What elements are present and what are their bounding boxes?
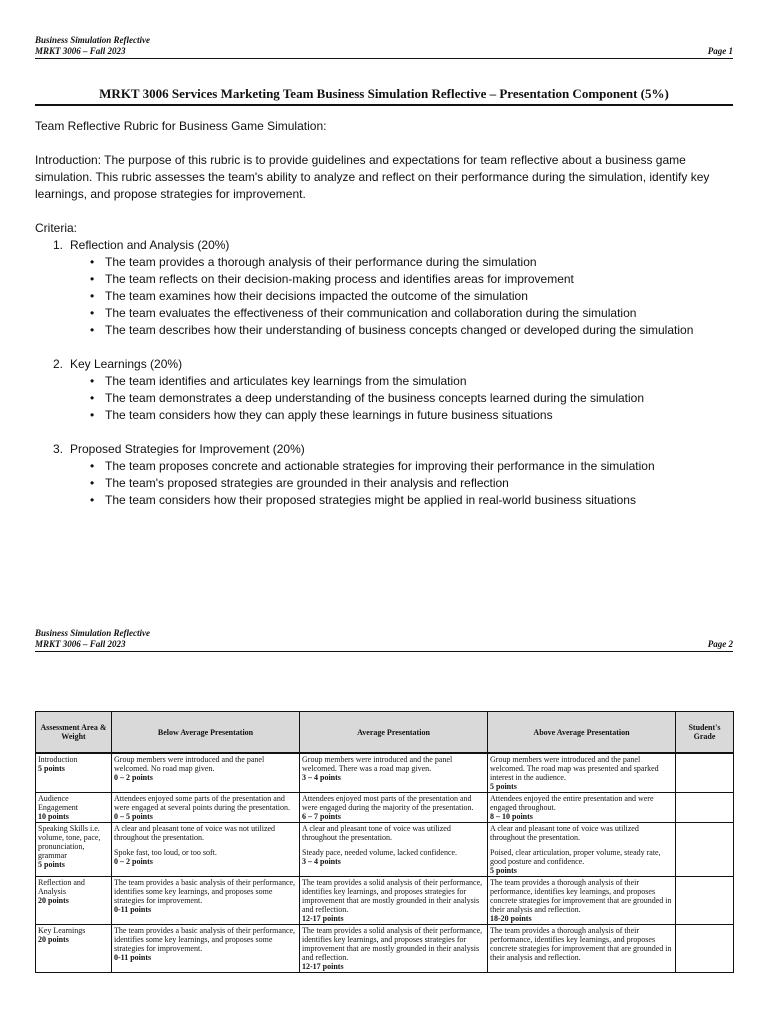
table-row	[36, 823, 734, 877]
average-cell: Group members were introduced and the panel welcomed. There was a road map given. 3 – 4 points	[300, 753, 488, 793]
criterion-3	[35, 441, 735, 509]
criterion-number: 2.	[53, 357, 64, 371]
header-assessment-area: Assessment Area & Weight	[36, 712, 112, 754]
average-cell: The team provides a solid analysis of their performance, identifies key learnings, and proposes strategies for improvement that are mostly grounded in their analysis and reflection. 12-17 points	[300, 925, 488, 973]
table-row	[36, 793, 734, 823]
list-item: • The team identifies and articulates key learnings from the simulation	[90, 374, 467, 388]
criterion-1	[35, 237, 735, 339]
criterion-heading: Reflection and Analysis (20%)	[70, 238, 230, 252]
criteria-label: Criteria:	[35, 221, 78, 235]
header-course-title: Business Simulation Reflective	[35, 35, 151, 45]
grade-cell[interactable]	[676, 823, 734, 877]
header-below-average: Below Average Presentation	[112, 712, 300, 754]
header-course-code: MRKT 3006 – Fall 2023	[35, 639, 126, 649]
header-above-average: Above Average Presentation	[488, 712, 676, 754]
average-cell: A clear and pleasant tone of voice was utilized throughout the presentation. Steady pace, needed volume, lacked confidence. 3 – 4 points	[300, 823, 488, 877]
criterion-2	[35, 356, 735, 424]
criteria-list	[35, 237, 735, 509]
table-row	[36, 877, 734, 925]
area-cell: Key Learnings 20 points	[36, 925, 112, 973]
list-item: • The team considers how they can apply these learnings in future business situations	[90, 408, 553, 422]
header-course-title: Business Simulation Reflective	[35, 628, 151, 638]
header-average: Average Presentation	[300, 712, 488, 754]
page-number: Page 1	[707, 46, 733, 56]
document-title: MRKT 3006 Services Marketing Team Business Simulation Reflective – Presentation Component (5%)	[35, 86, 733, 106]
above-cell: The team provides a thorough analysis of their performance, identifies key learnings, and proposes concrete strategies for improvement that are grounded in their analysis and reflection.	[488, 925, 676, 973]
criterion-bullets	[35, 254, 735, 339]
below-cell: Group members were introduced and the panel welcomed. No road map given. 0 – 2 points	[112, 753, 300, 793]
page1-body	[35, 118, 735, 509]
average-cell: The team provides a solid analysis of their performance, identifies key learnings, and proposes strategies for improvement that are mostly grounded in their analysis and reflection. 12-17 points	[300, 877, 488, 925]
list-item: • The team reflects on their decision-making process and identifies areas for improvement	[90, 272, 574, 286]
below-cell: The team provides a basic analysis of their performance, identifies some key learnings, and proposes some strategies for improvement. 0-11 points	[112, 925, 300, 973]
criterion-heading: Proposed Strategies for Improvement (20%)	[70, 442, 305, 456]
page2-header	[35, 628, 733, 652]
above-cell: Attendees enjoyed the entire presentation and were engaged throughout. 8 – 10 points	[488, 793, 676, 823]
above-cell: The team provides a thorough analysis of their performance, identifies key learnings, and proposes concrete strategies for improvement that are grounded in their analysis and reflection. 18-20 points	[488, 877, 676, 925]
table-row	[36, 753, 734, 793]
list-item: • The team evaluates the effectiveness of their communication and collaboration during the simulation	[90, 306, 637, 320]
criterion-number: 1.	[53, 238, 64, 252]
below-cell: A clear and pleasant tone of voice was not utilized throughout the presentation. Spoke fast, too loud, or too soft. 0 – 2 points	[112, 823, 300, 877]
criterion-number: 3.	[53, 442, 64, 456]
average-cell: Attendees enjoyed most parts of the presentation and were engaged during the majority of the presentation. 6 – 7 points	[300, 793, 488, 823]
criterion-heading: Key Learnings (20%)	[70, 357, 183, 371]
page1-header	[35, 35, 733, 59]
rubric-heading: Team Reflective Rubric for Business Game Simulation:	[35, 119, 327, 133]
list-item: • The team's proposed strategies are grounded in their analysis and reflection	[90, 476, 509, 490]
header-course-code: MRKT 3006 – Fall 2023	[35, 46, 126, 56]
area-cell: Introduction 5 points	[36, 753, 112, 793]
criterion-bullets	[35, 373, 735, 424]
grade-cell[interactable]	[676, 877, 734, 925]
criterion-bullets	[35, 458, 735, 509]
rubric-table	[35, 711, 734, 973]
above-cell: A clear and pleasant tone of voice was utilized throughout the presentation. Poised, clear articulation, proper volume, steady rate, good posture and confidence. 5 points	[488, 823, 676, 877]
page-number: Page 2	[707, 639, 733, 649]
area-cell: Audience Engagement 10 points	[36, 793, 112, 823]
list-item: • The team considers how their proposed strategies might be applied in real-world business situations	[90, 493, 636, 507]
grade-cell[interactable]	[676, 925, 734, 973]
header-student-grade: Student's Grade	[676, 712, 734, 754]
above-cell: Group members were introduced and the panel welcomed. The road map was presented and sparked interest in the audience. 5 points	[488, 753, 676, 793]
grade-cell[interactable]	[676, 753, 734, 793]
table-header-row	[36, 712, 734, 754]
list-item: • The team demonstrates a deep understanding of the business concepts learned during the simulation	[90, 391, 645, 405]
table-row	[36, 925, 734, 973]
list-item: • The team examines how their decisions impacted the outcome of the simulation	[90, 289, 528, 303]
list-item: • The team provides a thorough analysis of their performance during the simulation	[90, 255, 537, 269]
list-item: • The team describes how their understanding of business concepts changed or developed during the simulation	[90, 323, 694, 337]
below-cell: Attendees enjoyed some parts of the presentation and were engaged at several points during the presentation. 0 – 5 points	[112, 793, 300, 823]
area-cell: Reflection and Analysis 20 points	[36, 877, 112, 925]
introduction-paragraph: Introduction: The purpose of this rubric is to provide guidelines and expectations for team reflective about a business game simulation. This rubric assesses the team's ability to analyze and reflect on their performance during the simulation, identify key learnings, and propose strategies for improvement.	[35, 153, 710, 201]
grade-cell[interactable]	[676, 793, 734, 823]
area-cell: Speaking Skills i.e. volume, tone, pace, pronunciation, grammar 5 points	[36, 823, 112, 877]
below-cell: The team provides a basic analysis of their performance, identifies some key learnings, and proposes some strategies for improvement. 0-11 points	[112, 877, 300, 925]
list-item: • The team proposes concrete and actionable strategies for improving their performance in the simulation	[90, 459, 655, 473]
